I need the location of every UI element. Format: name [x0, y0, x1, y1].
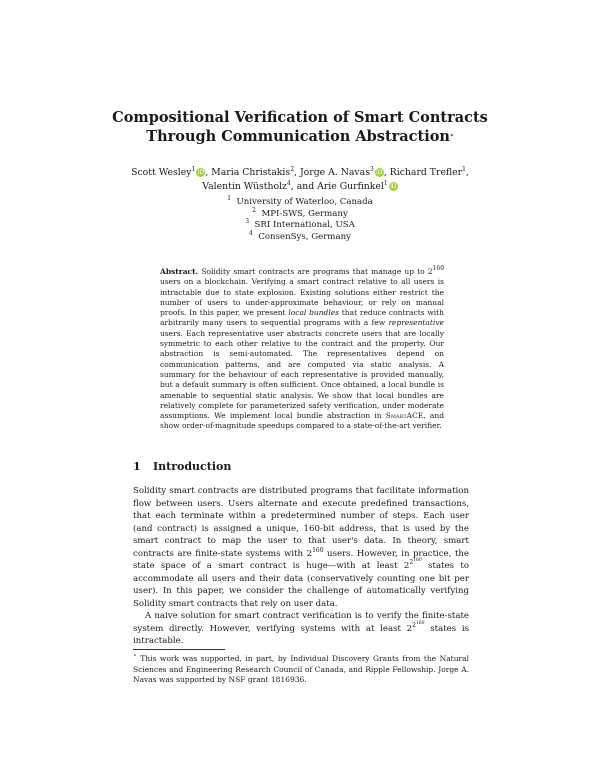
- affiliation: [150, 220, 450, 232]
- author-affiliation-mark: 1: [462, 166, 466, 173]
- affiliation-list: [150, 197, 450, 243]
- title-footnote-mark: ⋆: [449, 132, 454, 139]
- section-heading: [133, 460, 231, 473]
- affiliation-number: 1: [227, 195, 232, 202]
- and-word: and: [296, 181, 315, 192]
- affiliation-text: MPI-SWS, Germany: [261, 208, 348, 219]
- footnote: [133, 654, 469, 686]
- affiliation-text: University of Waterloo, Canada: [236, 197, 373, 207]
- author: Jorge A. Navas: [299, 167, 370, 178]
- abstract-emphasis: representative: [388, 318, 444, 328]
- author: Maria Christakis: [211, 167, 291, 178]
- footnote-text: This work was supported, in part, by Individual Discovery Grants from the Natural Sciences and Engineering Research Council of Canada, and Ripple Fellowship. Jorge A. Navas was supported by NSF grant 1816936.: [133, 654, 469, 684]
- math-exponent: 160: [415, 620, 425, 626]
- math-exponent: 160: [312, 546, 324, 554]
- paragraph-text: users. However, in practice, the state space of a smart contract is huge—with at least: [133, 548, 470, 571]
- math-exponent: [409, 559, 421, 566]
- paragraph-text: A naive solution for smart contract verification is to verify the finite-state system directly. However, verifying systems with at least: [133, 611, 469, 634]
- author-affiliation-mark: 1: [383, 180, 388, 187]
- affiliation-number: 3: [245, 218, 250, 225]
- math-base: 2: [403, 561, 410, 571]
- section-title: Introduction: [153, 460, 232, 473]
- paragraph-text: states is intractable.: [133, 623, 470, 646]
- abstract-emphasis: local bundles: [288, 308, 340, 318]
- tool-name: SmartACE: [385, 411, 424, 421]
- math-exponent: 160: [413, 558, 422, 563]
- abstract-text: , and show order-of-magnitude speedups compared to a state-of-the-art verifier.: [160, 411, 444, 431]
- paragraph-text: Solidity smart contracts are distributed programs that facilitate information flow between users. Users alternate and execute predefined transactions, that each terminate within a predetermined number of steps. Each user (and contract) is assigned a unique, 160-bit address, that is used by the smart contract to map the user to that user's data. In theory, smart contracts are finite-state systems with: [133, 486, 469, 559]
- author-affiliation-mark: 1: [191, 166, 196, 173]
- author: Scott Wesley: [131, 167, 192, 178]
- author-affiliation-mark: 4: [286, 180, 291, 187]
- math-base: 2: [409, 559, 414, 566]
- body-text: [133, 485, 469, 648]
- paragraph: [133, 610, 469, 648]
- math-base: 2: [427, 267, 433, 276]
- abstract-text: users on a blockchain. Verifying a smart contract relative to all users is intractable due to state explosion. Existing solutions either restrict the number of users to under-approximate behaviour, or rely on manual proofs. In this paper, we present: [160, 277, 444, 318]
- orcid-icon[interactable]: iD: [197, 169, 204, 176]
- footnote-divider: [133, 649, 225, 650]
- affiliation-text: ConsenSys, Germany: [258, 231, 351, 242]
- author-affiliation-mark: 2: [290, 166, 295, 173]
- affiliation-text: SRI International, USA: [254, 220, 355, 230]
- author: Valentin Wüstholz: [202, 181, 287, 192]
- math-base: 2: [406, 623, 413, 634]
- affiliation-number: 4: [249, 229, 253, 237]
- abstract-text: Solidity smart contracts are programs that manage up to: [201, 267, 425, 276]
- abstract-label: Abstract.: [160, 267, 199, 276]
- author-affiliation-mark: 3: [369, 166, 374, 173]
- affiliation-number: 2: [252, 206, 256, 214]
- math-exponent: 160: [432, 265, 445, 272]
- abstract: [160, 267, 444, 432]
- abstract-text: that reduce contracts with arbitrarily many users to sequential programs with a few: [160, 308, 445, 328]
- author: Richard Trefler: [389, 167, 463, 178]
- affiliation: [150, 229, 450, 244]
- abstract-text: users. Each representative user abstracts concrete users that are locally symmetric to each other relative to the contract and the property. Our abstraction is semi-automated. The representatives depend on communication patterns, and are computed via static analysis. A summary for the behaviour of each representative is provided manually, but a default summary is often sufficient. Once obtained, a local bundle is amenable to sequential static analysis. We show that local bundles are relatively complete for parameterized safety verification, under moderate assumptions. We implement local bundle abstraction in: [160, 328, 444, 421]
- affiliation: [150, 197, 450, 209]
- affiliation: [150, 206, 450, 221]
- math-exponent: [412, 622, 424, 629]
- math-base: 2: [306, 548, 313, 559]
- orcid-icon[interactable]: iD: [390, 183, 397, 190]
- author-list: Scott Wesley$^1$ iD, Maria Christakis$^2$, Jorge A. Navas$^3$ iD, Richard Trefler$^1$, Valentin Wüstholz$^4$, and Arie Gurfinkel$^1$ iD: [131, 166, 469, 192]
- author: Arie Gurfinkel: [317, 181, 384, 192]
- paragraph-text: states to accommodate all users and their data (conservatively counting one bit per user). In this paper, we consider the challenge of automatically verifying Solidity smart contracts that rely on user data.: [133, 561, 470, 609]
- orcid-icon[interactable]: iD: [376, 169, 383, 176]
- paragraph: [133, 485, 469, 610]
- math-base: 2: [412, 621, 416, 629]
- section-number: 1: [133, 460, 141, 473]
- paper-title: [60, 108, 540, 146]
- title-line-2: Through Communication Abstraction: [146, 128, 450, 145]
- title-line-1: Compositional Verification of Smart Contracts: [112, 109, 488, 126]
- footnote-mark: ⋆: [133, 652, 137, 659]
